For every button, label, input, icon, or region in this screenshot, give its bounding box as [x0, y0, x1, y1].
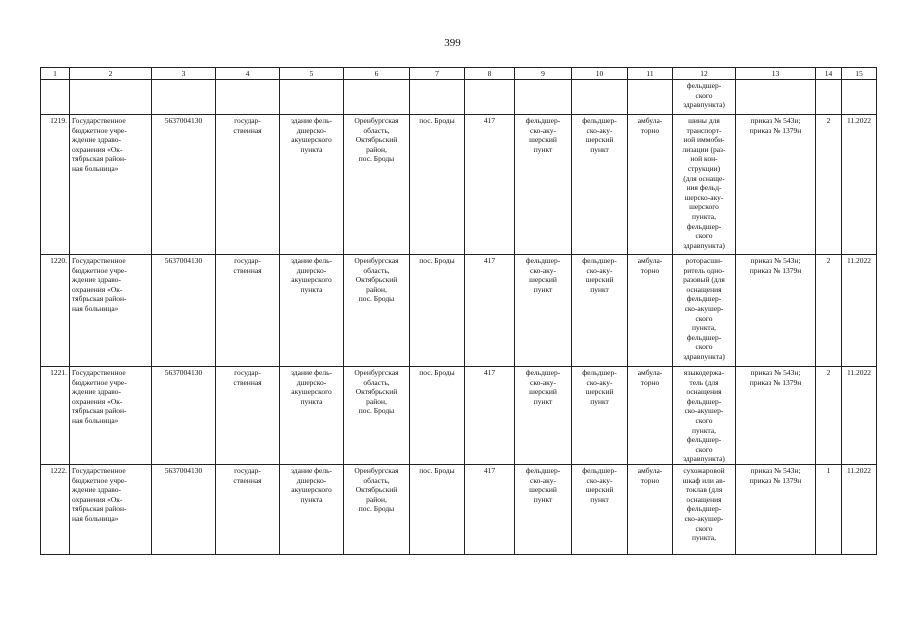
- column-number: 4: [216, 68, 280, 80]
- table-row: [41, 255, 877, 367]
- inn-value: 5637004130: [152, 255, 216, 367]
- equipment-name: сухожаровой шкаф или ав- токлав (для оснащения фельдшер- ско-акушер- ского пункта,: [673, 465, 736, 555]
- organization-name: Государственное бюджетное учре- ждение здраво- охранения «Ок- тябрьская район- ная больница»: [70, 255, 152, 367]
- building-type: здание фель- дшерско- акушерского пункта: [280, 465, 344, 555]
- address: Оренбургская область, Октябрьский район, пос. Броды: [344, 465, 410, 555]
- address: Оренбургская область, Октябрьский район, пос. Броды: [344, 255, 410, 367]
- column-number: 14: [816, 68, 842, 80]
- ownership-form: государ- ственная: [216, 115, 280, 255]
- inn-value: 5637004130: [152, 367, 216, 465]
- structural-unit: фельдшер- ско-аку- шерский пункт: [515, 115, 572, 255]
- due-date: 11.2022: [842, 367, 877, 465]
- column-number: 8: [465, 68, 515, 80]
- column-number: 3: [152, 68, 216, 80]
- order-reference: приказ № 543н; приказ № 1379н: [736, 465, 816, 555]
- table-row: [41, 115, 877, 255]
- order-reference: приказ № 543н; приказ № 1379н: [736, 367, 816, 465]
- care-form: амбула- торно: [628, 465, 673, 555]
- quantity: 2: [816, 255, 842, 367]
- organization-name: Государственное бюджетное учре- ждение здраво- охранения «Ок- тябрьская район- ная больница»: [70, 115, 152, 255]
- inn-value: 5637004130: [152, 465, 216, 555]
- page-number: 399: [444, 37, 461, 49]
- settlement: пос. Броды: [410, 367, 465, 465]
- ownership-form: государ- ственная: [216, 465, 280, 555]
- unit-type: фельдшер- ско-аку- шерский пункт: [572, 465, 628, 555]
- column-number: 11: [628, 68, 673, 80]
- organization-name: Государственное бюджетное учре- ждение здраво- охранения «Ок- тябрьская район- ная больница»: [70, 465, 152, 555]
- column-number: 7: [410, 68, 465, 80]
- settlement: пос. Броды: [410, 115, 465, 255]
- continuation-row: [41, 80, 877, 115]
- row-number: 1222.: [41, 465, 70, 555]
- unit-type: фельдшер- ско-аку- шерский пункт: [572, 367, 628, 465]
- settlement: пос. Броды: [410, 465, 465, 555]
- address: Оренбургская область, Октябрьский район, пос. Броды: [344, 115, 410, 255]
- equipment-name: языкодержа- тель (для оснащения фельдшер- ско-акушер- ского пункта, фельдшер- ского здравпункта): [673, 367, 736, 465]
- settlement: пос. Броды: [410, 255, 465, 367]
- column-number: 6: [344, 68, 410, 80]
- ownership-form: государ- ственная: [216, 255, 280, 367]
- column-number: 2: [70, 68, 152, 80]
- order-reference: приказ № 543н; приказ № 1379н: [736, 115, 816, 255]
- structural-unit: фельдшер- ско-аку- шерский пункт: [515, 255, 572, 367]
- equipment-name: шины для транспорт- ной иммоби- лизации (раз- ной кон- струкции) (для оснаще- ния фельд- шерско-аку- шерского пункта, фельдшер- ского здравпункта): [673, 115, 736, 255]
- row-number: 1219.: [41, 115, 70, 255]
- ownership-form: государ- ственная: [216, 367, 280, 465]
- structural-unit: фельдшер- ско-аку- шерский пункт: [515, 367, 572, 465]
- building-type: здание фель- дшерско- акушерского пункта: [280, 255, 344, 367]
- care-form: амбула- торно: [628, 255, 673, 367]
- population: 417: [465, 367, 515, 465]
- organization-name: Государственное бюджетное учре- ждение здраво- охранения «Ок- тябрьская район- ная больница»: [70, 367, 152, 465]
- column-number: 13: [736, 68, 816, 80]
- column-number: 10: [572, 68, 628, 80]
- equipment-continuation: фельдшер- ского здравпункта): [673, 80, 736, 115]
- row-number: 1220.: [41, 255, 70, 367]
- quantity: 2: [816, 115, 842, 255]
- structural-unit: фельдшер- ско-аку- шерский пункт: [515, 465, 572, 555]
- column-number: 15: [842, 68, 877, 80]
- due-date: 11.2022: [842, 465, 877, 555]
- unit-type: фельдшер- ско-аку- шерский пункт: [572, 255, 628, 367]
- care-form: амбула- торно: [628, 367, 673, 465]
- building-type: здание фель- дшерско- акушерского пункта: [280, 367, 344, 465]
- table-row: [41, 465, 877, 555]
- registry-table: [40, 67, 877, 555]
- population: 417: [465, 465, 515, 555]
- due-date: 11.2022: [842, 115, 877, 255]
- inn-value: 5637004130: [152, 115, 216, 255]
- address: Оренбургская область, Октябрьский район, пос. Броды: [344, 367, 410, 465]
- care-form: амбула- торно: [628, 115, 673, 255]
- column-number: 5: [280, 68, 344, 80]
- equipment-name: роторасши- ритель одно- разовый (для оснащения фельдшер- ско-акушер- ского пункта, фельдшер- ского здравпункта): [673, 255, 736, 367]
- column-number-row: [41, 68, 877, 80]
- quantity: 1: [816, 465, 842, 555]
- table-row: [41, 367, 877, 465]
- order-reference: приказ № 543н; приказ № 1379н: [736, 255, 816, 367]
- building-type: здание фель- дшерско- акушерского пункта: [280, 115, 344, 255]
- unit-type: фельдшер- ско-аку- шерский пункт: [572, 115, 628, 255]
- population: 417: [465, 255, 515, 367]
- quantity: 2: [816, 367, 842, 465]
- column-number: 9: [515, 68, 572, 80]
- column-number: 12: [673, 68, 736, 80]
- row-number: 1221.: [41, 367, 70, 465]
- due-date: 11.2022: [842, 255, 877, 367]
- column-number: 1: [41, 68, 70, 80]
- population: 417: [465, 115, 515, 255]
